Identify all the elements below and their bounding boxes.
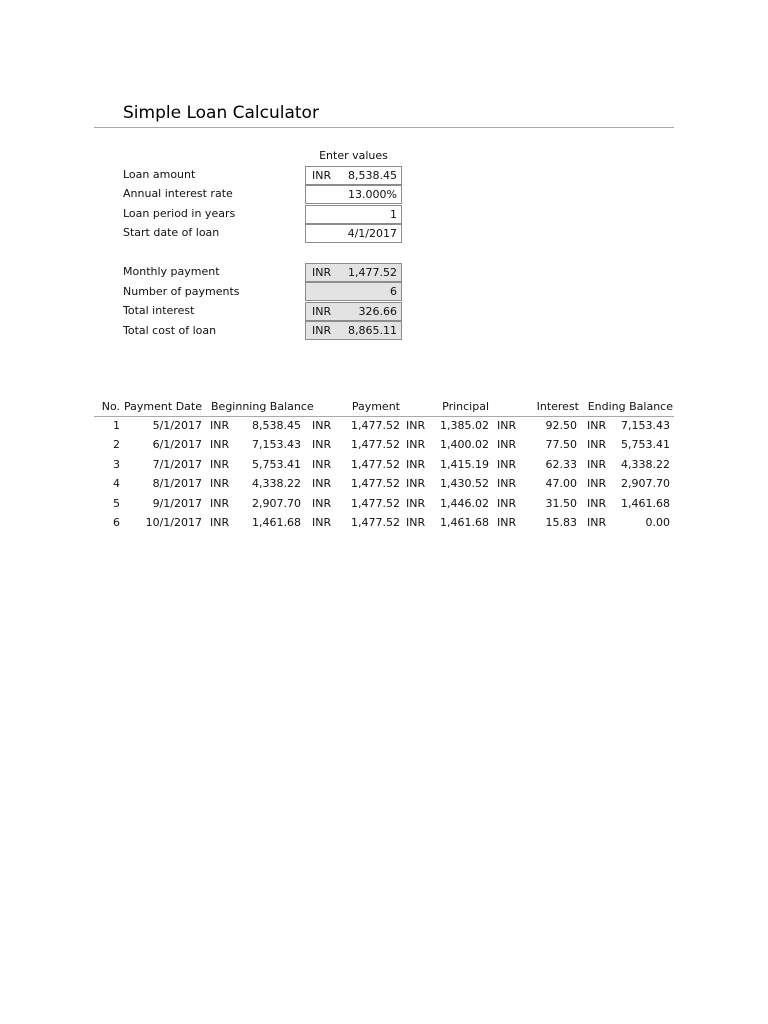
row-currency-payment: INR: [312, 458, 332, 471]
loan-period-label: Loan period in years: [123, 207, 236, 220]
loan-amount-value: 8,538.45: [348, 169, 397, 182]
row-currency-begin: INR: [210, 477, 230, 490]
col-header-payment-date: Payment Date: [124, 400, 202, 413]
row-interest: 15.83: [545, 516, 577, 529]
row-payment: 1,477.52: [351, 516, 400, 529]
currency-label: INR: [312, 266, 332, 279]
col-header-no: No.: [101, 400, 120, 413]
row-currency-begin: INR: [210, 438, 230, 451]
row-currency-payment: INR: [312, 438, 332, 451]
row-currency-interest: INR: [497, 516, 517, 529]
row-currency-begin: INR: [210, 516, 230, 529]
interest-rate-value: 13.000%: [348, 188, 397, 201]
row-interest: 77.50: [545, 438, 577, 451]
row-currency-principal: INR: [406, 419, 426, 432]
row-currency-principal: INR: [406, 438, 426, 451]
row-payment-date: 7/1/2017: [152, 458, 202, 471]
loan-amount-input[interactable]: [305, 166, 402, 185]
start-date-label: Start date of loan: [123, 226, 220, 239]
row-payment: 1,477.52: [351, 497, 400, 510]
row-currency-end: INR: [587, 419, 607, 432]
page-title: Simple Loan Calculator: [123, 103, 319, 123]
row-payment: 1,477.52: [351, 477, 400, 490]
row-beginning-balance: 7,153.43: [252, 438, 301, 451]
row-interest: 47.00: [545, 477, 577, 490]
row-currency-principal: INR: [406, 497, 426, 510]
total-interest-output: [305, 302, 402, 321]
row-principal: 1,461.68: [440, 516, 489, 529]
row-principal: 1,415.19: [440, 458, 489, 471]
row-no: 1: [113, 419, 120, 432]
table-header-divider: [94, 416, 674, 417]
row-currency-payment: INR: [312, 477, 332, 490]
row-currency-interest: INR: [497, 458, 517, 471]
currency-label: INR: [312, 305, 332, 318]
row-principal: 1,430.52: [440, 477, 489, 490]
row-currency-begin: INR: [210, 497, 230, 510]
col-header-beginning-balance: Beginning Balance: [211, 400, 314, 413]
row-currency-end: INR: [587, 516, 607, 529]
currency-label: INR: [312, 169, 332, 182]
number-of-payments-label: Number of payments: [123, 285, 240, 298]
number-of-payments-value: 6: [390, 285, 397, 298]
col-header-ending-balance: Ending Balance: [587, 400, 673, 413]
row-no: 5: [113, 497, 120, 510]
loan-amount-label: Loan amount: [123, 168, 196, 181]
row-currency-principal: INR: [406, 477, 426, 490]
row-ending-balance: 1,461.68: [621, 497, 670, 510]
row-beginning-balance: 1,461.68: [252, 516, 301, 529]
total-cost-value: 8,865.11: [348, 324, 397, 337]
row-payment-date: 8/1/2017: [152, 477, 202, 490]
row-beginning-balance: 4,338.22: [252, 477, 301, 490]
monthly-payment-value: 1,477.52: [348, 266, 397, 279]
row-ending-balance: 5,753.41: [621, 438, 670, 451]
row-currency-interest: INR: [497, 419, 517, 432]
row-currency-interest: INR: [497, 477, 517, 490]
row-beginning-balance: 8,538.45: [252, 419, 301, 432]
row-currency-principal: INR: [406, 516, 426, 529]
row-interest: 62.33: [545, 458, 577, 471]
row-currency-end: INR: [587, 438, 607, 451]
row-beginning-balance: 2,907.70: [252, 497, 301, 510]
interest-rate-input[interactable]: [305, 185, 402, 204]
number-of-payments-output: [305, 282, 402, 301]
row-currency-payment: INR: [312, 419, 332, 432]
row-currency-payment: INR: [312, 497, 332, 510]
row-payment-date: 9/1/2017: [152, 497, 202, 510]
row-no: 3: [113, 458, 120, 471]
col-header-principal: Principal: [442, 400, 489, 413]
row-currency-end: INR: [587, 458, 607, 471]
row-payment: 1,477.52: [351, 419, 400, 432]
row-payment: 1,477.52: [351, 458, 400, 471]
row-currency-principal: INR: [406, 458, 426, 471]
row-currency-payment: INR: [312, 516, 332, 529]
row-beginning-balance: 5,753.41: [252, 458, 301, 471]
row-payment-date: 5/1/2017: [152, 419, 202, 432]
row-principal: 1,446.02: [440, 497, 489, 510]
total-interest-value: 326.66: [358, 305, 397, 318]
row-no: 4: [113, 477, 120, 490]
col-header-interest: Interest: [536, 400, 579, 413]
row-interest: 92.50: [545, 419, 577, 432]
col-header-payment: Payment: [351, 400, 400, 413]
row-currency-begin: INR: [210, 419, 230, 432]
row-currency-begin: INR: [210, 458, 230, 471]
total-cost-label: Total cost of loan: [123, 324, 217, 337]
row-currency-end: INR: [587, 477, 607, 490]
row-ending-balance: 4,338.22: [621, 458, 670, 471]
row-interest: 31.50: [545, 497, 577, 510]
row-no: 2: [113, 438, 120, 451]
row-ending-balance: 0.00: [645, 516, 670, 529]
start-date-value: 4/1/2017: [347, 227, 397, 240]
row-principal: 1,385.02: [440, 419, 489, 432]
row-ending-balance: 7,153.43: [621, 419, 670, 432]
monthly-payment-label: Monthly payment: [123, 265, 220, 278]
row-payment: 1,477.52: [351, 438, 400, 451]
interest-rate-label: Annual interest rate: [123, 187, 233, 200]
start-date-input[interactable]: [305, 224, 402, 243]
row-payment-date: 6/1/2017: [152, 438, 202, 451]
monthly-payment-output: [305, 263, 402, 282]
row-principal: 1,400.02: [440, 438, 489, 451]
total-interest-label: Total interest: [123, 304, 195, 317]
loan-period-value: 1: [390, 208, 397, 221]
row-no: 6: [113, 516, 120, 529]
row-currency-interest: INR: [497, 438, 517, 451]
row-currency-interest: INR: [497, 497, 517, 510]
enter-values-header: Enter values: [319, 149, 388, 162]
title-divider: [94, 127, 674, 128]
loan-period-input[interactable]: [305, 205, 402, 224]
row-ending-balance: 2,907.70: [621, 477, 670, 490]
row-payment-date: 10/1/2017: [145, 516, 202, 529]
total-cost-output: [305, 321, 402, 340]
currency-label: INR: [312, 324, 332, 337]
row-currency-end: INR: [587, 497, 607, 510]
